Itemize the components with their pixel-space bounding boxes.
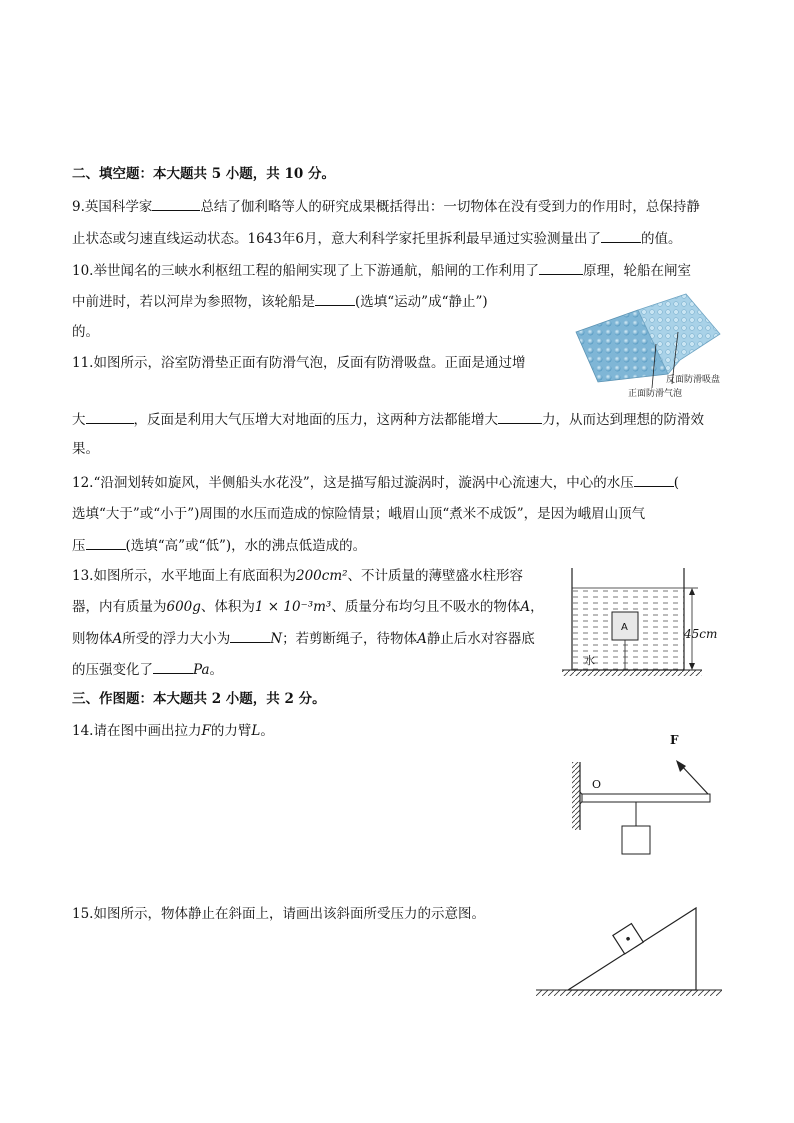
q10-line-1: 10.举世闻名的三峡水利枢纽工程的船闸实现了上下游通航，船闸的工作利用了 原理，轮船在闸室 — [72, 263, 691, 279]
q13-blank-2[interactable] — [153, 660, 193, 674]
height-label: 45cm — [684, 627, 718, 641]
q12-line-2: 选填“大于”或“小于”)周围的水压而造成的惊险情景；峨眉山顶“煮米不成饭”，是因为峨眉山顶气 — [72, 506, 646, 522]
q11-blank-1[interactable] — [86, 410, 134, 424]
water-container-figure — [562, 564, 732, 688]
q11-line-2: 大 ，反面是利用大气压增大对地面的压力，这两种方法都能增大 力，从而达到理想的防滑效 — [72, 412, 704, 428]
mat-label-back: 反面防滑吸盘 — [666, 375, 721, 385]
section-3-title: 三、作图题：本大题共 2 小题，共 2 分。 — [72, 691, 326, 707]
force-label: F — [670, 733, 679, 747]
q9-blank-2[interactable] — [601, 229, 641, 243]
q11-blank-2[interactable] — [498, 410, 542, 424]
section-2-title: 二、填空题：本大题共 5 小题，共 10 分。 — [72, 166, 335, 182]
q13-blank-1[interactable] — [230, 629, 270, 643]
water-label: 水 — [584, 654, 595, 667]
mat-label-front: 正面防滑气泡 — [628, 389, 683, 399]
incline-figure — [536, 900, 722, 1002]
q14-line-1: 14.请在图中画出拉力F的力臂L。 — [72, 723, 274, 739]
q9-line-1: 9.英国科学家 总结了伽利略等人的研究成果概括得出：一切物体在没有受到力的作用时，总保持静 — [72, 199, 700, 215]
pivot-label: O — [592, 778, 602, 791]
q10-blank-1[interactable] — [539, 261, 583, 275]
q9-blank-1[interactable] — [152, 197, 200, 211]
q11-line-3: 果。 — [72, 441, 99, 457]
lever-bar — [582, 794, 710, 802]
anti-slip-mat-figure — [568, 292, 728, 400]
q12-line-3: 压 (选填“高”或“低”)，水的沸点低造成的。 — [72, 538, 367, 554]
q13-line-1: 13.如图所示，水平地面上有底面积为200cm²、不计质量的薄壁盛水柱形容 — [72, 568, 524, 584]
q15-line-1: 15.如图所示，物体静止在斜面上，请画出该斜面所受压力的示意图。 — [72, 906, 485, 922]
q12-blank-1[interactable] — [634, 473, 674, 487]
q10-line-3: 的。 — [72, 324, 99, 340]
q12-line-1: 12.“沿洄划转如旋风，半侧船头水花没”，这是描写船过漩涡时，漩涡中心流速大，中心的水压 ( — [72, 475, 680, 491]
weight-block — [622, 826, 650, 854]
object-a-label: A — [621, 622, 628, 633]
q13-line-2: 器，内有质量为600g、体积为1 × 10⁻³m³、质量分布均匀且不吸水的物体A， — [72, 599, 544, 615]
q9-line-2: 止状态或匀速直线运动状态。1643年6月，意大利科学家托里拆利最早通过实验测量出了 的值。 — [72, 231, 682, 247]
q10-line-2: 中前进时，若以河岸为参照物，该轮船是 (选填“运动”成“静止”) — [72, 294, 488, 310]
q12-blank-2[interactable] — [86, 536, 126, 550]
q13-line-4: 的压强变化了 Pa。 — [72, 662, 224, 678]
lever-figure — [570, 730, 720, 860]
q13-line-3: 则物体A所受的浮力大小为 N；若剪断绳子，待物体A静止后水对容器底 — [72, 631, 535, 647]
wall — [572, 762, 580, 830]
force-arrow — [680, 764, 708, 794]
q11-line-1: 11.如图所示，浴室防滑垫正面有防滑气泡，反面有防滑吸盘。正面是通过增 — [72, 355, 526, 371]
q10-blank-2[interactable] — [315, 292, 355, 306]
